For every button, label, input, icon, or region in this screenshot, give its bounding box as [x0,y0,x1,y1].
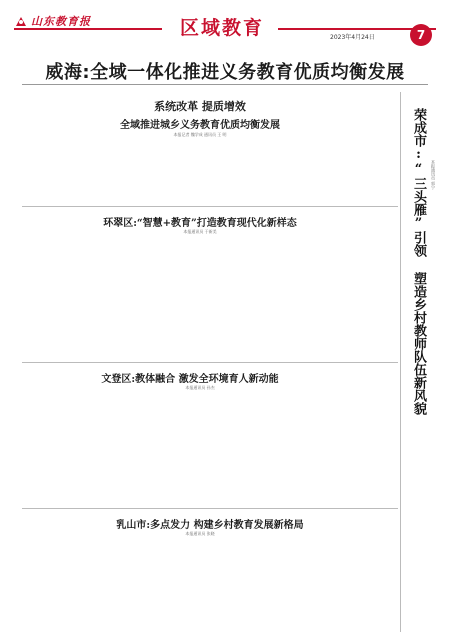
story3-title: 文登区:教体融合 激发全环境育人新动能 [101,374,279,385]
page-headline: 威海:全域一体化推进义务教育优质均衡发展 [45,62,405,83]
story2-byline: 本报通讯员 于新美 [183,229,217,234]
page-date: 2023年4月24日 [330,34,375,41]
story1-column [22,140,97,200]
story1-title-line2: 全域推进城乡义务教育优质均衡发展 [120,120,280,131]
story2-title: 环翠区:“智慧+教育”打造教育现代化新样态 [103,218,297,229]
divider [22,84,428,85]
page-number: 7 [410,24,432,46]
sidebar-byline: 本报通讯员 郭宁 [431,160,436,190]
header-rule [14,28,162,30]
story4-title: 乳山市:多点发力 构建乡村教育发展新格局 [116,520,304,531]
divider [22,362,398,363]
masthead [0,0,450,50]
sidebar-title: 荣成市:“三头雁”引领 塑造乡村教师队伍新风貌 [411,108,426,415]
story1-title-line1: 系统改革 提质增效 [154,100,246,113]
divider [22,508,398,509]
logo-icon [14,13,28,25]
section-title: 区域教育 [179,17,264,39]
divider [22,206,398,207]
paper-name: 山东教育报 [31,15,91,28]
story3-byline: 本报通讯员 孙杰 [185,385,215,390]
story1-byline: 本报记者 魏学成 通讯员 王 明 [173,132,227,137]
column-divider [400,92,401,632]
story4-byline: 本报通讯员 张晓 [185,531,215,536]
